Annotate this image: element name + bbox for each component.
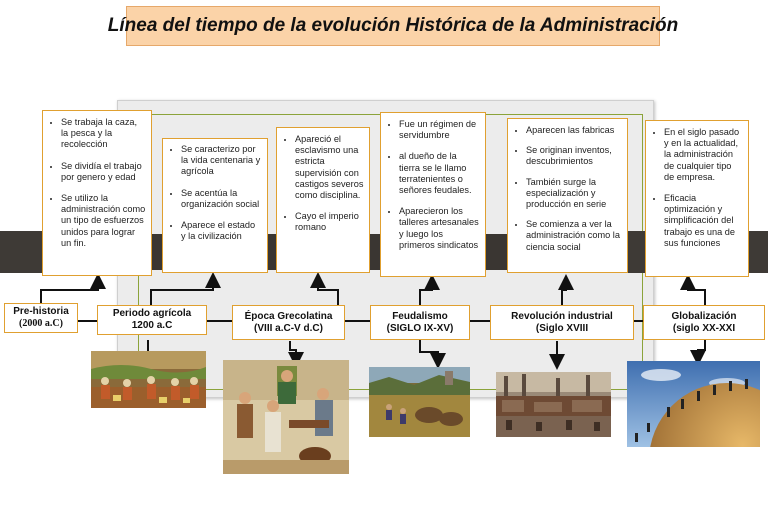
notes-card-feudalismo <box>380 112 486 277</box>
note: • Eficacia optimización y simplificación del trabajo es una de sus funciones <box>664 193 743 249</box>
image-link-globalizacion <box>698 340 705 358</box>
note: • Fue un régimen de servidumbre <box>399 119 480 141</box>
globalization-scene-image <box>627 361 760 447</box>
note: • Se trabaja la caza, la pesca y la recolección <box>61 117 146 151</box>
note: • Aparece el estado y la civilización <box>181 220 262 242</box>
era-date: (siglo XX-XXI <box>672 322 736 334</box>
era-name: Pre-historia <box>13 306 69 317</box>
era-date: 1200 a.C <box>131 320 173 331</box>
era-label-globalizacion <box>643 305 765 340</box>
note: • Cayo el imperio romano <box>295 211 364 233</box>
era-name: Revolución industrial <box>511 310 613 322</box>
era-label-feudalismo <box>370 305 470 340</box>
connector-globalizacion <box>688 282 705 305</box>
notes-card-industrial <box>507 118 628 273</box>
era-label-prehistoria <box>4 303 78 333</box>
notes-card-grecolatina <box>276 127 370 273</box>
era-label-agricola <box>97 305 207 335</box>
note: • Se acentúa la organización social <box>181 188 262 210</box>
grecolatin-scene-image <box>223 360 349 474</box>
image-link-grecolatina <box>290 341 296 360</box>
era-name: Feudalismo <box>392 310 448 322</box>
note: • Se dividía el trabajo por genero y edad <box>61 161 146 183</box>
era-name: Globalización <box>671 310 737 322</box>
era-date: (SIGLO IX-XV) <box>386 322 454 334</box>
note: • Aparecen las fabricas <box>526 125 622 136</box>
connector-prehistoria <box>41 281 98 303</box>
note: • Se originan inventos, descubrimientos <box>526 145 622 167</box>
image-link-feudalismo <box>420 340 438 361</box>
connector-industrial <box>562 282 566 305</box>
note: • En el siglo pasado y en la actualidad, la administración de cualquier tipo de empresa. <box>664 127 743 183</box>
note: • También surge la especialización y producción en serie <box>526 177 622 211</box>
industrial-scene-image <box>496 372 611 437</box>
note: • al dueño de la tierra se le llamo terratenientes o señores feudales. <box>399 151 480 196</box>
notes-card-agricola <box>162 138 268 273</box>
note: • Se caracterizo por la vida centenaria y agrícola <box>181 144 262 178</box>
era-date: (Siglo XVIII <box>535 322 589 334</box>
agricultural-scene-image <box>91 351 206 408</box>
era-label-grecolatina <box>232 305 345 340</box>
note: • Aparecieron los talleres artesanales y luego los primeros sindicatos <box>399 206 480 251</box>
era-date: (VIII a.C-V d.C) <box>254 322 323 334</box>
era-date: (2000 a.C) <box>19 318 63 329</box>
note: • Se utilizo la administración como un tipo de esfuerzos unidos para lograr un fin. <box>61 193 146 249</box>
era-name: Periodo agrícola <box>112 308 192 319</box>
page-title: Línea del tiempo de la evolución Histórica de la Administración <box>107 15 679 36</box>
notes-card-globalizacion <box>645 120 749 277</box>
notes-card-prehistoria <box>42 110 152 276</box>
connector-grecolatina <box>318 280 338 305</box>
connector-feudalismo <box>420 282 432 305</box>
feudal-scene-image <box>369 367 470 437</box>
note: • Apareció el esclavismo una estricta supervisión con castigos severos como disciplina. <box>295 134 364 201</box>
note: • Se comienza a ver la administración como la ciencia social <box>526 219 622 253</box>
connector-agricola <box>151 280 213 305</box>
era-label-industrial <box>490 305 634 340</box>
era-name: Época Grecolatina <box>244 310 333 322</box>
